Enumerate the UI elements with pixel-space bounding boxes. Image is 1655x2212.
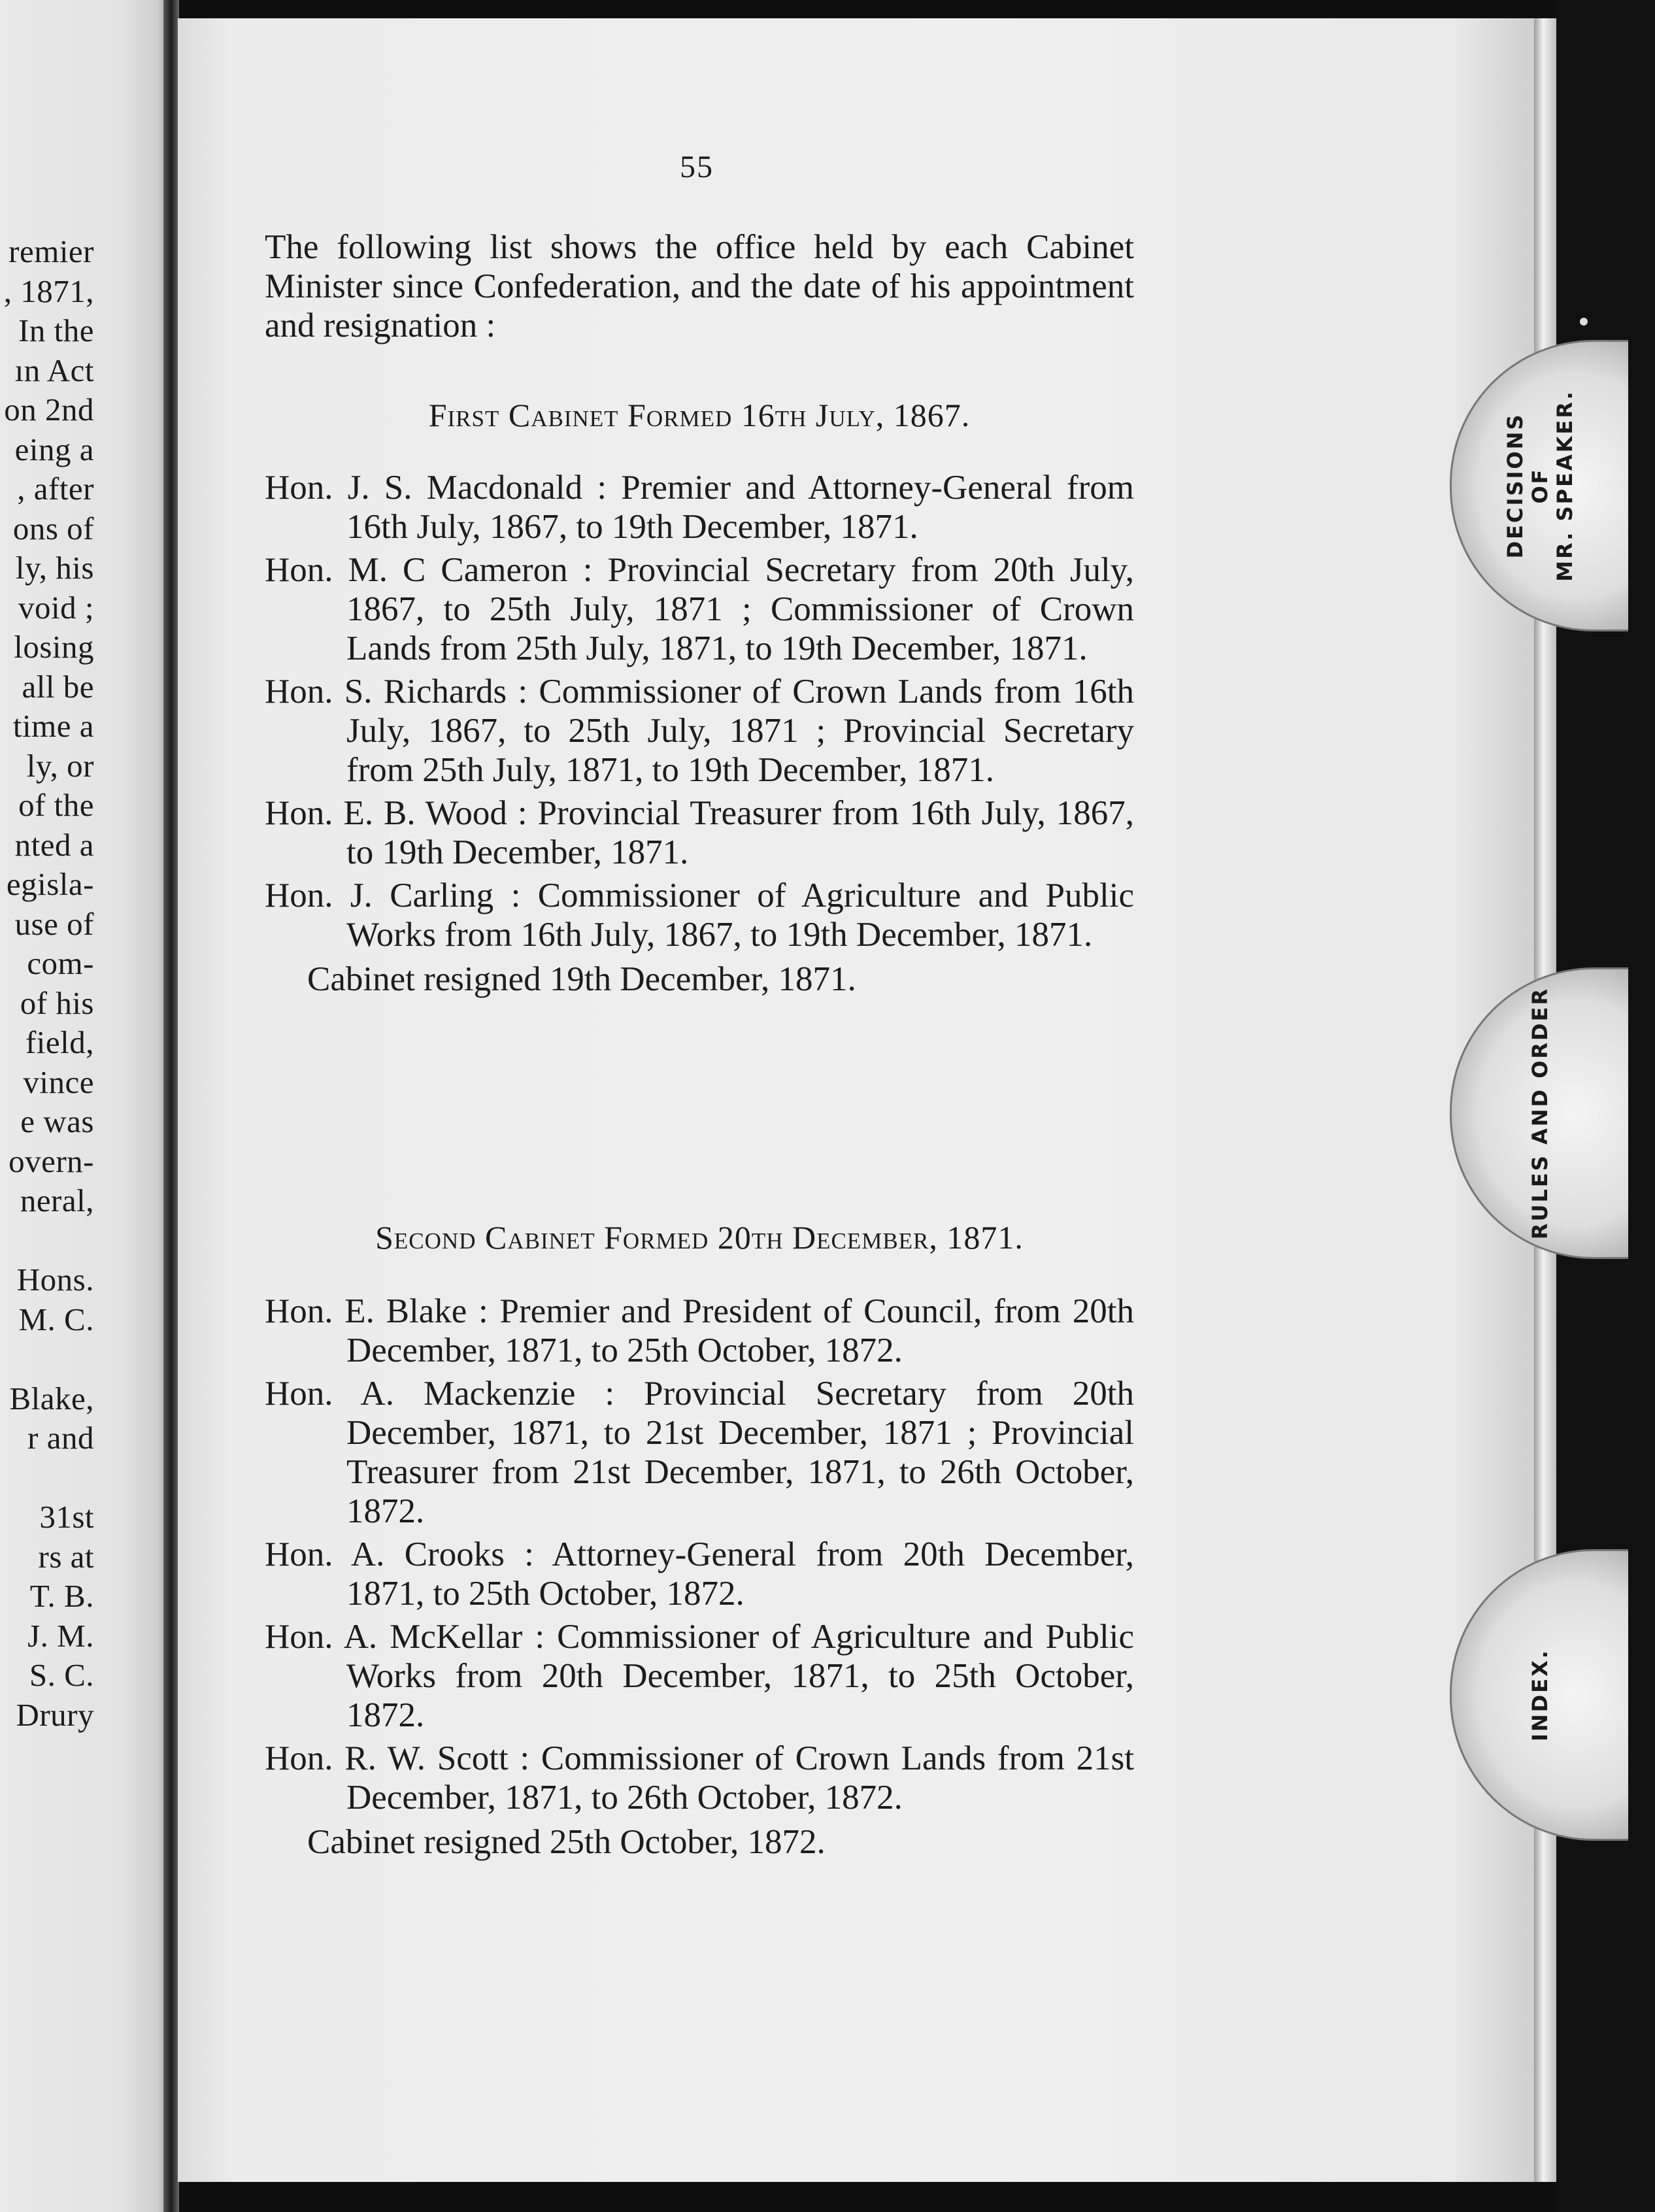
- minister-entry: Hon. S. Richards : Commissioner of Crown Lands from 16th July, 1867, to 25th July, 1871 ; Provincial Secretary from 25th July, 1871, to 19th December, 1871.: [265, 673, 1134, 789]
- left-page-line: ın Act: [14, 352, 94, 388]
- left-page-line: egisla-: [6, 866, 94, 902]
- left-page-line: rs at: [38, 1538, 94, 1575]
- left-page-line: r and: [27, 1420, 94, 1456]
- left-page-line: of the: [18, 787, 94, 823]
- left-page-line: field,: [25, 1024, 94, 1060]
- minister-entry: Hon. E. B. Wood : Provincial Treasurer from 16th July, 1867, to 19th December, 1871.: [265, 794, 1134, 871]
- tab-label: [1503, 390, 1577, 582]
- left-page-line: of his: [20, 984, 94, 1021]
- tab-label-line: MR. SPEAKER.: [1552, 390, 1577, 582]
- intro-paragraph: The following list shows the office held by each Cabinet Minister since Confederation, and the date of his appointment and resignation :: [265, 228, 1134, 344]
- left-page-line: , 1871,: [3, 273, 94, 309]
- page-number: 55: [680, 150, 714, 184]
- left-page-line: use of: [14, 905, 94, 942]
- cabinet-resigned-note: Cabinet resigned 25th October, 1872.: [307, 1823, 826, 1861]
- left-page-line: time a: [12, 708, 94, 744]
- left-page-line: Blake,: [9, 1380, 94, 1416]
- minister-entry: Hon. R. W. Scott : Commissioner of Crown Lands from 21st December, 1871, to 26th October, 1872.: [265, 1739, 1134, 1817]
- left-page-line: void ;: [18, 589, 94, 626]
- second-cabinet-heading: Second Cabinet Formed 20th December, 1871.: [375, 1219, 1024, 1256]
- minister-entry: Hon. A. Crooks : Attorney-General from 20th December, 1871, to 25th October, 1872.: [265, 1535, 1134, 1613]
- tab-label-line: DECISIONS: [1503, 412, 1528, 559]
- left-page-line: Hons.: [16, 1262, 94, 1298]
- first-cabinet-heading: First Cabinet Formed 16th July, 1867.: [428, 397, 971, 433]
- left-page-line: ons of: [12, 510, 94, 546]
- left-page-line: , after: [17, 471, 94, 507]
- cabinet-resigned-note: Cabinet resigned 19th December, 1871.: [307, 960, 856, 998]
- left-page-line: 31st: [39, 1499, 94, 1535]
- left-page-line: on 2nd: [4, 392, 94, 427]
- minister-entry: Hon. J. Carling : Commissioner of Agriculture and Public Works from 16th July, 1867, to 19th December, 1871.: [265, 877, 1134, 954]
- left-page-line: eing a: [14, 431, 94, 467]
- left-page-line: J. M.: [27, 1617, 94, 1654]
- left-page-line: nted a: [14, 826, 94, 863]
- book-gutter: [163, 0, 179, 2212]
- left-page-line: overn-: [8, 1143, 94, 1179]
- left-page-line: S. C.: [29, 1657, 94, 1693]
- left-page-line: ly, his: [15, 550, 94, 586]
- tab-label: INDEX.: [1528, 1649, 1552, 1741]
- left-page-line: vince: [23, 1064, 94, 1100]
- left-page-line: all be: [22, 668, 94, 705]
- left-page-line: M. C.: [18, 1301, 94, 1337]
- tab-label-line: OF: [1528, 467, 1552, 504]
- minister-entry: Hon. E. Blake : Premier and President of Council, from 20th December, 1871, to 25th October, 1872.: [265, 1292, 1134, 1369]
- left-page-line: neral,: [20, 1182, 94, 1218]
- left-page-line: com-: [27, 945, 94, 981]
- dust-speck: [1580, 318, 1588, 326]
- left-page-line: e was: [20, 1103, 94, 1139]
- left-page-line: ly, or: [26, 747, 94, 784]
- minister-entry: Hon. A. Mackenzie : Provincial Secretary from 20th December, 1871, to 21st December, 1871 ; Provincial Treasurer from 21st December, 1871, to 26th October, 1872.: [265, 1375, 1134, 1530]
- tab-label: RULES AND ORDER: [1528, 986, 1552, 1240]
- minister-entry: Hon. J. S. Macdonald : Premier and Attorney-General from 16th July, 1867, to 19th December, 1871.: [265, 469, 1134, 546]
- left-page-fragment: [0, 0, 171, 2212]
- first-cabinet-list: [265, 468, 1134, 999]
- left-page-line: losing: [14, 629, 94, 665]
- minister-entry: Hon. A. McKellar : Commissioner of Agriculture and Public Works from 20th December, 1871, to 25th October, 1872.: [265, 1618, 1134, 1734]
- minister-entry: Hon. M. C Cameron : Provincial Secretary from 20th July, 1867, to 25th July, 1871 ; Commissioner of Crown Lands from 25th July, 1871, to 19th December, 1871.: [265, 551, 1134, 667]
- second-cabinet-list: [265, 1292, 1134, 1862]
- left-page-line: remier: [8, 233, 94, 269]
- left-page-line: T. B.: [29, 1578, 94, 1614]
- left-page-line: Drury: [16, 1696, 94, 1733]
- left-page-line: In the: [18, 312, 94, 348]
